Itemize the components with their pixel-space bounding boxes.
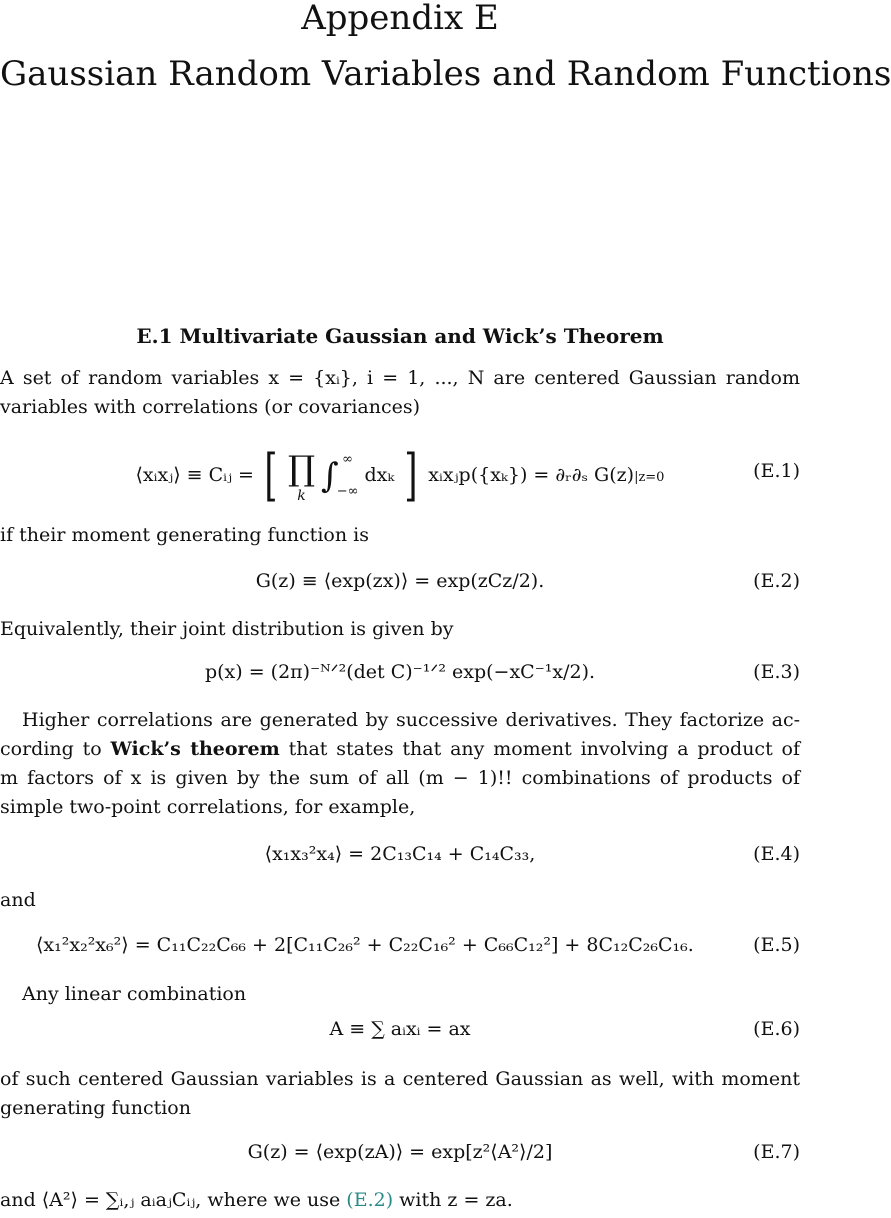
- equation-number-e6: (E.6): [753, 1018, 800, 1040]
- paragraph-centered-gaussian: [0, 1065, 800, 1123]
- equation-e1-lhs: ⟨xᵢxⱼ⟩ ≡ Cᵢⱼ =: [135, 464, 254, 486]
- right-bracket: ]: [404, 443, 418, 508]
- paragraph-wick-line-2: [0, 735, 800, 764]
- equation-e2: [0, 570, 800, 610]
- paragraph-closing-line: [0, 1186, 800, 1215]
- equation-number-e1: (E.1): [753, 460, 800, 482]
- left-bracket: [: [264, 443, 278, 508]
- equation-number-e7: (E.7): [753, 1141, 800, 1163]
- paragraph-and-text: and: [0, 889, 36, 911]
- paragraph-linear-combination: [0, 980, 800, 1009]
- paragraph-centered-gaussian-line-2: generating function: [0, 1097, 191, 1119]
- paragraph-closing-end: with z = za.: [393, 1189, 513, 1211]
- paragraph-wick-line-2-start: cording to: [0, 738, 111, 760]
- equation-e4-body: ⟨x₁x₃²x₄⟩ = 2C₁₃C₁₄ + C₁₄C₃₃,: [264, 843, 536, 865]
- equation-number-e3: (E.3): [753, 661, 800, 683]
- equation-e6-body: A ≡ ∑ aᵢxᵢ = ax: [329, 1018, 471, 1040]
- appendix-label: Appendix E: [301, 0, 499, 38]
- equation-e1-rhs-subscript: |z=0: [634, 470, 665, 485]
- product-subscript: k: [297, 488, 306, 504]
- integrand: dxₖ: [364, 464, 395, 486]
- equation-e7: [0, 1141, 800, 1181]
- paragraph-and: [0, 886, 800, 915]
- equation-e1-body: [0, 443, 800, 508]
- paragraph-closing: [0, 1186, 800, 1215]
- integral-upper-limit: ∞: [342, 452, 354, 467]
- equation-e2-body: G(z) ≡ ⟨exp(zx)⟩ = exp(zCz/2).: [255, 570, 545, 592]
- paragraph-wick-line-2-end: that states that any moment involving a product of: [279, 738, 801, 760]
- paragraph-linear-combination-text: Any linear combination: [22, 983, 247, 1005]
- paragraph-wick-line-1: Higher correlations are generated by successive derivatives. They factorize ac-: [22, 709, 800, 731]
- product-operator: [288, 449, 315, 503]
- paragraph-intro-line-1: A set of random variables x = {xᵢ}, i = 1, ..., N are centered Gaussian random: [0, 367, 800, 389]
- equation-number-e5: (E.5): [753, 934, 800, 956]
- product-symbol: ∏: [287, 449, 315, 489]
- paragraph-intro-line-2: variables with correlations (or covariances): [0, 396, 421, 418]
- paragraph-wick-line-3: m factors of x is given by the sum of all (m − 1)!! combinations of products of: [0, 767, 800, 789]
- equation-number-e2: (E.2): [753, 570, 800, 592]
- equation-e3-body: p(x) = (2π)⁻ᴺᐟ²(det C)⁻¹ᐟ² exp(−xC⁻¹x/2).: [204, 661, 596, 683]
- paragraph-generating-function: [0, 521, 800, 550]
- integral-symbol: ∫: [321, 456, 339, 496]
- integral-lower-limit: −∞: [336, 484, 359, 499]
- section-heading: E.1 Multivariate Gaussian and Wick’s Theorem: [136, 324, 664, 348]
- equation-reference-link[interactable]: (E.2): [346, 1189, 394, 1211]
- paragraph-wick: [0, 706, 800, 822]
- paragraph-generating-function-text: if their moment generating function is: [0, 524, 369, 546]
- paragraph-centered-gaussian-line-1: of such centered Gaussian variables is a centered Gaussian as well, with moment: [0, 1068, 800, 1090]
- equation-e3: [0, 661, 800, 701]
- equation-e1-rhs: xᵢxⱼp({xₖ}) = ∂ᵣ∂ₛ G(z): [428, 464, 635, 486]
- equation-e6: [0, 1018, 800, 1058]
- chapter-title: Gaussian Random Variables and Random Functions: [0, 54, 891, 94]
- paragraph-joint-distribution: [0, 615, 800, 644]
- equation-e5: [0, 934, 800, 974]
- equation-e5-body: ⟨x₁²x₂²x₆²⟩ = C₁₁C₂₂C₆₆ + 2[C₁₁C₂₆² + C₂₂C₁₆² + C₆₆C₁₂²] + 8C₁₂C₂₆C₁₆.: [36, 934, 694, 956]
- equation-e7-body: G(z) = ⟨exp(zA)⟩ = exp[z²⟨A²⟩/2]: [247, 1141, 553, 1163]
- paragraph-joint-distribution-text: Equivalently, their joint distribution is given by: [0, 618, 454, 640]
- equation-number-e4: (E.4): [753, 843, 800, 865]
- paragraph-intro: [0, 364, 800, 422]
- integral-limits: [337, 453, 359, 499]
- paragraph-closing-start: and ⟨A²⟩ = ∑ᵢ,ⱼ aᵢaⱼCᵢⱼ, where we use: [0, 1189, 347, 1211]
- paragraph-wick-line-4: simple two-point correlations, for example,: [0, 796, 416, 818]
- wick-theorem-term: Wick’s theorem: [110, 738, 280, 760]
- equation-e4: [0, 843, 800, 883]
- equation-e1: [0, 440, 800, 510]
